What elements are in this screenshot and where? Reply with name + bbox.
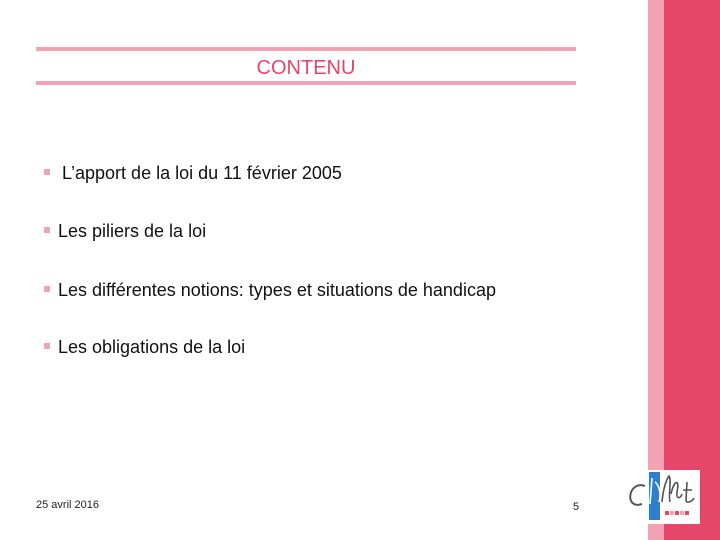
bullet-item xyxy=(44,160,342,186)
side-stripe-light xyxy=(648,0,664,540)
bullet-square-icon xyxy=(44,169,50,175)
bullet-square-icon xyxy=(44,286,50,292)
bullet-square-icon xyxy=(44,343,50,349)
bullet-text: Les différentes notions: types et situations de handicap xyxy=(58,280,496,300)
bullet-text: Les piliers de la loi xyxy=(58,221,207,241)
page-number: 5 xyxy=(573,501,580,513)
logo-graphic xyxy=(622,470,700,524)
bullet-item xyxy=(44,334,245,360)
side-stripe-dark xyxy=(664,0,720,540)
title-rule-bottom xyxy=(36,81,576,85)
bullet-item xyxy=(44,277,496,303)
bullet-text: L’apport de la loi du 11 février 2005 xyxy=(62,163,342,183)
bullet-item xyxy=(44,218,206,244)
slide-title: CONTENU xyxy=(256,57,356,79)
bullet-square-icon xyxy=(44,227,50,233)
title-rule-top xyxy=(36,47,576,51)
cnfpt-logo-icon xyxy=(622,470,700,524)
slide-date: 25 avril 2016 xyxy=(36,499,99,511)
bullet-text: Les obligations de la loi xyxy=(58,337,246,357)
